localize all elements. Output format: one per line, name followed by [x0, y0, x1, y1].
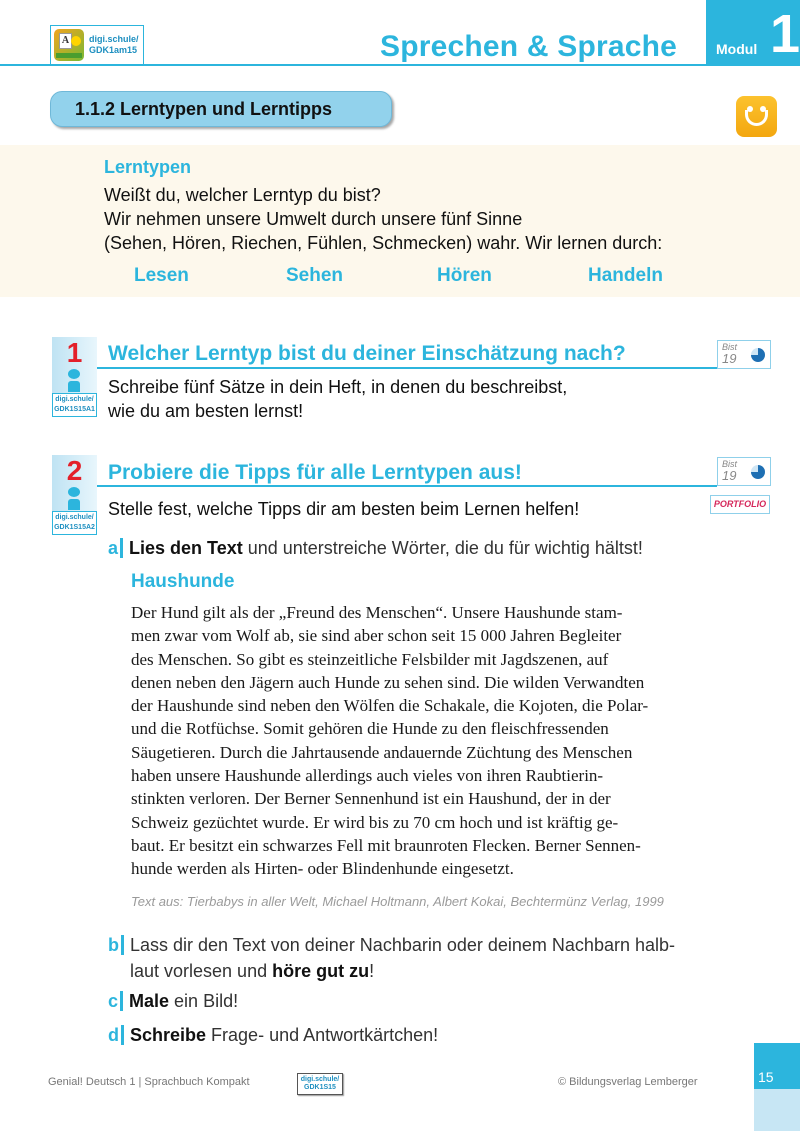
footer-digi-link[interactable] [297, 1073, 343, 1095]
bist-label: Bist [722, 459, 738, 469]
info-line: Weißt du, welcher Lerntyp du bist? [104, 185, 381, 205]
learning-type-lesen: Lesen [134, 265, 189, 286]
subtask-verb: Lies den Text [129, 538, 243, 558]
story-line: des Menschen. So gibt es steinzeitliche Felsbilder mit Jagdszenen, auf [131, 649, 609, 669]
story-line: haben unsere Haushunde allerdings auch vieles von ihren Raubtierin- [131, 766, 604, 786]
person-icon [68, 487, 80, 510]
task-code-line1: digi.schule/ [55, 514, 94, 521]
task-1-text [108, 375, 567, 423]
task-1-bist-badge [717, 340, 771, 369]
story-title: Haushunde [131, 571, 235, 592]
subtask-line2 [108, 958, 675, 984]
letter-card-icon: A [59, 33, 72, 49]
page-number-tab [754, 1043, 800, 1131]
subtask-line1: Lass dir den Text von deiner Nachbarin oder deinem Nachbarn halb- [130, 935, 675, 955]
info-box-lerntypen [0, 145, 800, 297]
info-title: Lerntypen [104, 157, 192, 177]
task-code-line2: GDK1S15A2 [54, 524, 95, 531]
smiley-icon [736, 96, 777, 137]
task-2-heading: Probiere die Tipps für alle Lerntypen aus! [108, 461, 522, 484]
learning-type-handeln: Handeln [588, 265, 663, 286]
modul-label: Modul [716, 41, 758, 57]
task-number: 2 [66, 455, 83, 486]
bist-number: 19 [722, 468, 737, 483]
task-text-line: Schreibe fünf Sätze in dein Heft, in denen du beschreibst, [108, 377, 568, 397]
modul-number: 1 [770, 4, 800, 64]
digi-badge-text [89, 34, 139, 56]
story-line: Schweiz gezüchtet wurde. Er wird bis zu 70 cm hoch und ist kräftig ge- [131, 812, 619, 832]
task-2-text [108, 497, 579, 521]
footer-digi-text [301, 1076, 340, 1092]
task-number-box [52, 337, 97, 393]
footer-copyright: © Bildungsverlag Lemberger [558, 1076, 698, 1088]
digi-schule-link-top[interactable] [50, 25, 144, 65]
section-heading [50, 91, 392, 127]
task-code-line2: GDK1S15A1 [54, 406, 95, 413]
subtask-d [108, 1022, 438, 1048]
story-line: baut. Er besitzt ein schwarzes Fell mit braunroten Flecken. Berner Sennen- [131, 835, 641, 855]
info-line: (Sehen, Hören, Riechen, Fühlen, Schmecken) wahr. Wir lernen durch: [104, 233, 663, 253]
learning-type-hoeren: Hören [437, 265, 492, 286]
subtask-letter: a [108, 538, 123, 558]
portfolio-badge: PORTFOLIO [710, 495, 770, 514]
section-title: 1.1.2 Lerntypen und Lerntipps [75, 99, 333, 119]
task-2-digi-link[interactable] [52, 511, 97, 535]
task-1-heading: Welcher Lerntyp bist du deiner Einschätzung nach? [108, 342, 626, 365]
subtask-rest: und unterstreiche Wörter, die du für wichtig hältst! [242, 538, 643, 558]
chapter-title: Sprechen & Sprache [380, 30, 678, 63]
subtask-c [108, 988, 238, 1014]
subtask-rest: Frage- und Antwortkärtchen! [206, 1025, 439, 1045]
learning-type-sehen: Sehen [286, 265, 344, 286]
digi-badge-line1: digi.schule/ [89, 34, 139, 44]
story-source: Text aus: Tierbabys in aller Welt, Michael Holtmann, Albert Kokai, Bechtermünz Verlag, 1999 [131, 894, 664, 909]
story-line: und die Rotfüchse. Somit gehören die Hunde zu den fleischfressenden [131, 719, 609, 739]
story-line: Der Hund gilt als der „Freund des Menschen“. Unsere Haushunde stam- [131, 603, 623, 622]
subtask-text: laut vorlesen und [130, 961, 273, 981]
pie-chart-icon [751, 348, 765, 362]
subtask-a [108, 535, 643, 561]
bist-number: 19 [722, 351, 737, 366]
story-line: denen neben den Jägern auch Hunde zu sehen sind. Die wilden Verwandten [131, 672, 645, 692]
smiley-mouth [745, 110, 768, 126]
subtask-text: ! [369, 961, 375, 981]
app-icon [54, 29, 84, 61]
subtask-verb: höre gut zu [272, 961, 370, 981]
task-2-bist-badge [717, 457, 771, 486]
story-line: der Haushunde sind neben den Wölfen die Schakale, die Kojoten, die Polar- [131, 696, 649, 716]
footer-digi-line2: GDK1S15 [304, 1084, 336, 1091]
subtask-verb: Schreibe [130, 1025, 207, 1045]
bist-label: Bist [722, 342, 738, 352]
subtask-letter: d [108, 1025, 124, 1045]
task-1-rule [97, 367, 717, 369]
subtask-letter: b [108, 935, 124, 955]
app-icon-strip [56, 53, 82, 58]
story-line: hunde werden als Hirten- oder Blindenhunde eingesetzt. [131, 859, 514, 879]
subtask-verb: Male [129, 991, 170, 1011]
story-line: men zwar vom Wolf ab, sie sind aber schon seit 15 000 Jahren Begleiter [131, 626, 622, 646]
story-text [131, 601, 711, 881]
story-line: Säugetieren. Durch die Jahrtausende andauernde Züchtung des Menschen [131, 742, 633, 762]
star-icon [71, 36, 81, 46]
subtask-letter: c [108, 991, 123, 1011]
info-line: Wir nehmen unsere Umwelt durch unsere fünf Sinne [104, 209, 523, 229]
pie-chart-icon [751, 465, 765, 479]
task-text-line: Stelle fest, welche Tipps dir am besten beim Lernen helfen! [108, 499, 580, 519]
story-line: stinkten verloren. Der Berner Sennenhund ist ein Haushund, der in der [131, 789, 611, 809]
subtask-b [108, 932, 675, 984]
digi-badge-line2: GDK1am15 [89, 45, 138, 55]
task-2-marker [52, 455, 97, 535]
task-text-line: wie du am besten lernst! [108, 401, 304, 421]
modul-tab [706, 0, 800, 66]
task-number: 1 [66, 337, 83, 368]
footer-digi-line1: digi.schule/ [300, 1076, 340, 1083]
task-1-digi-link[interactable] [52, 393, 97, 417]
task-number-box [52, 455, 97, 511]
person-icon [68, 369, 80, 392]
task-1-marker [52, 337, 97, 417]
footer-book-title: Genial! Deutsch 1 | Sprachbuch Kompakt [48, 1076, 250, 1088]
task-code-line1: digi.schule/ [55, 396, 94, 403]
page-number: 15 [758, 1069, 774, 1085]
task-2-rule [97, 485, 717, 487]
subtask-rest: ein Bild! [169, 991, 239, 1011]
